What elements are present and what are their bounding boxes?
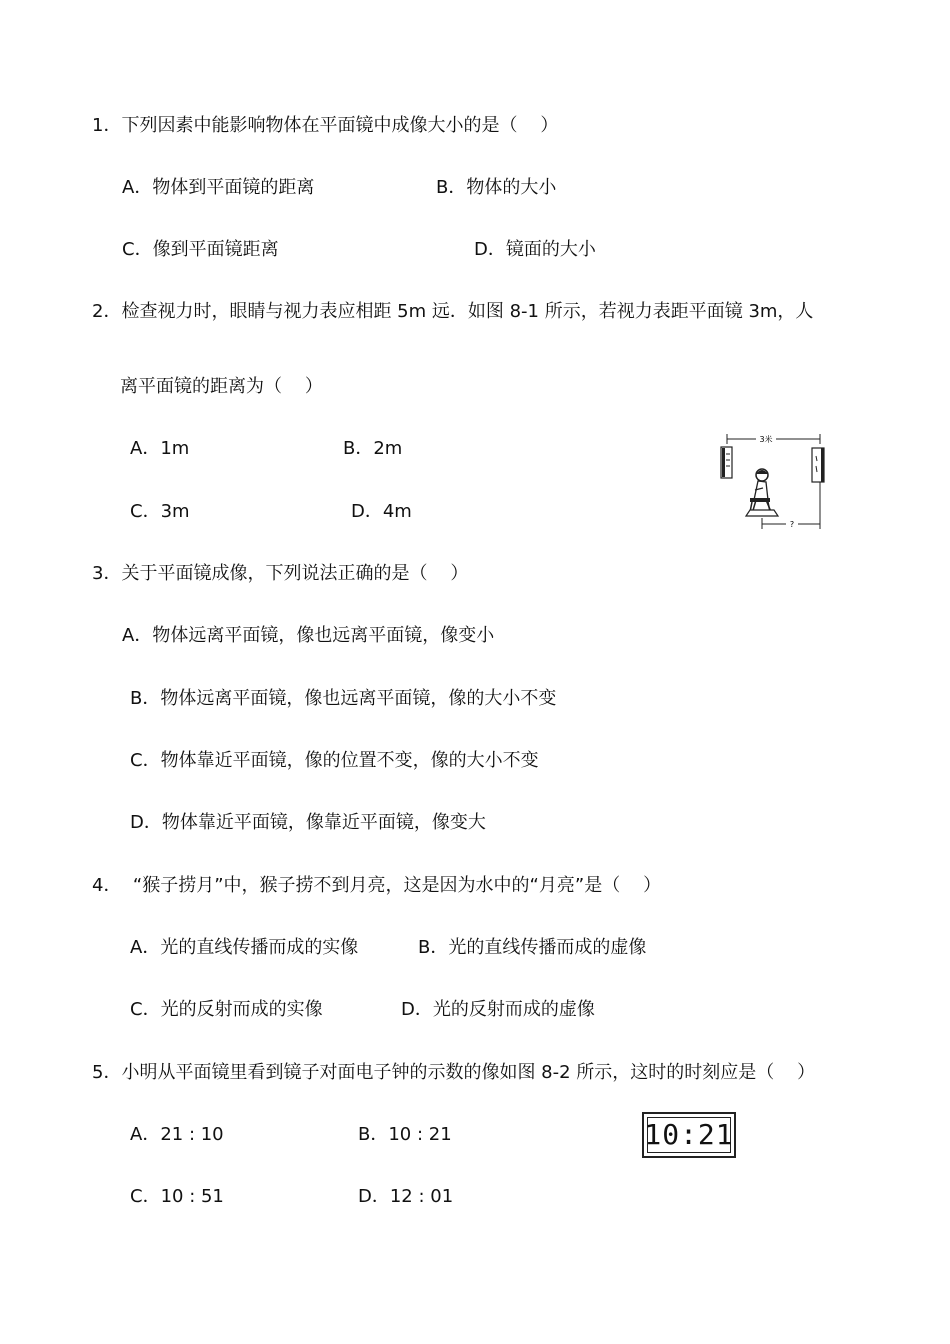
q3-option-d: D．物体靠近平面镜，像靠近平面镜，像变大 (130, 812, 486, 833)
q4-stem: 4． “猴子捞月”中，猴子捞不到月亮，这是因为水中的“月亮”是（ ） (92, 875, 662, 896)
q2-option-b: B．2m (343, 438, 403, 459)
figure-8-1-eye-test-illustration (716, 430, 832, 534)
q3-option-b: B．物体远离平面镜，像也远离平面镜，像的大小不变 (130, 688, 557, 709)
q2-option-a: A．1m (130, 438, 190, 459)
q1-option-d: D．镜面的大小 (474, 239, 596, 260)
figure-8-2-digital-clock (642, 1112, 736, 1158)
q4-option-b: B．光的直线传播而成的虚像 (418, 937, 647, 958)
q3-option-c: C．物体靠近平面镜，像的位置不变，像的大小不变 (130, 750, 539, 771)
q5-option-a: A．21 : 10 (130, 1124, 224, 1145)
q1-option-b: B．物体的大小 (436, 177, 557, 198)
q1-option-a: A．物体到平面镜的距离 (122, 177, 315, 198)
q2-stem: 2．检查视力时，眼睛与视力表应相距 5m 远．如图 8-1 所示，若视力表距平面镜 3m，人 (92, 301, 814, 322)
q5-option-c: C．10 : 51 (130, 1186, 224, 1207)
q2-stem-continued: 离平面镜的距离为（ ） (120, 376, 323, 397)
q5-stem: 5．小明从平面镜里看到镜子对面电子钟的示数的像如图 8-2 所示，这时的时刻应是（ ） (92, 1062, 816, 1083)
q2-option-d: D．4m (351, 501, 412, 522)
q4-option-a: A．光的直线传播而成的实像 (130, 937, 359, 958)
figure-bottom-distance-label: ? (789, 520, 795, 529)
q3-stem: 3．关于平面镜成像，下列说法正确的是（ ） (92, 563, 469, 584)
q4-option-d: D．光的反射而成的虚像 (401, 999, 595, 1020)
q3-option-a: A．物体远离平面镜，像也远离平面镜，像变小 (122, 625, 495, 646)
figure-top-distance-label: 3米 (759, 435, 773, 444)
clock-display-frame (644, 1117, 734, 1153)
clock-display-digits: 10:21 (644, 1118, 734, 1151)
q5-option-b: B．10 : 21 (358, 1124, 452, 1145)
q5-option-d: D．12 : 01 (358, 1186, 454, 1207)
q2-option-c: C．3m (130, 501, 190, 522)
q4-option-c: C．光的反射而成的实像 (130, 999, 323, 1020)
q1-option-c: C．像到平面镜距离 (122, 239, 279, 260)
q1-stem: 1．下列因素中能影响物体在平面镜中成像大小的是（ ） (92, 115, 559, 136)
